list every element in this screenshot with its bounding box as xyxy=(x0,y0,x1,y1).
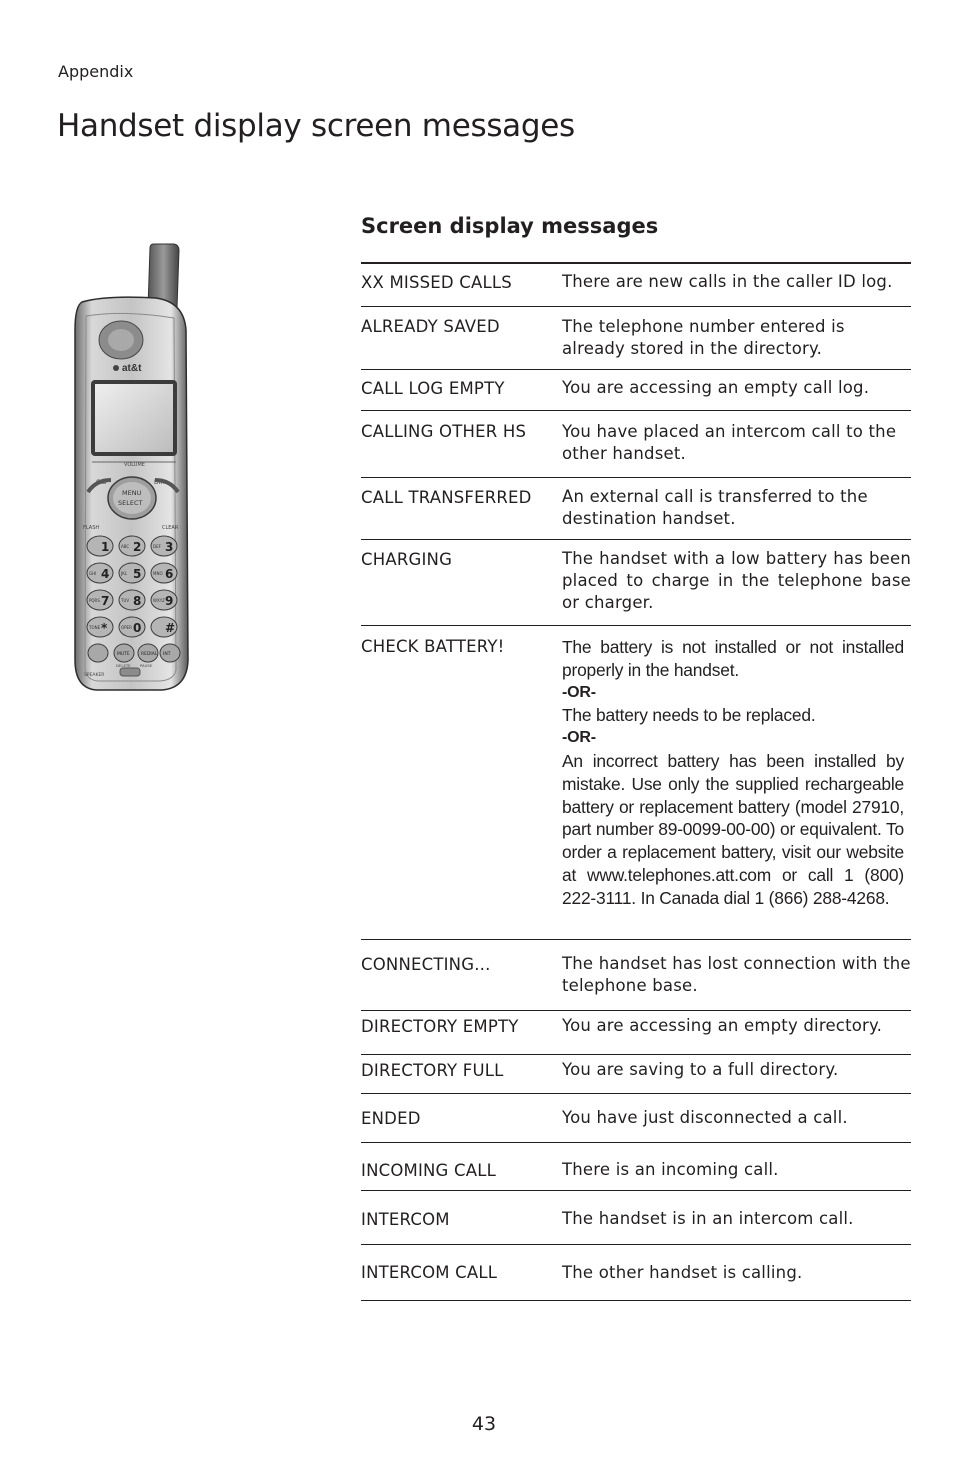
svg-text:WXYZ: WXYZ xyxy=(153,598,165,603)
svg-text:OPER: OPER xyxy=(121,625,132,630)
message-description: You have just disconnected a call. xyxy=(562,1108,848,1127)
message-text: DIRECTORY EMPTY xyxy=(361,1017,519,1036)
svg-text:MUTE: MUTE xyxy=(117,652,130,657)
message-description: The handset with a low battery has been placed to charge in the telephone base or charger. xyxy=(562,549,911,612)
description-paragraph: An incorrect battery has been installed by mistake. Use only the supplied rechargeable battery or replacement battery (model 27910, part number 89-0099-00-00) or equivalent. To order a replacement battery, visit our website at www.telephones.att.com or call 1 (800) 222-3111. In Canada dial 1 (866) 288-4268. xyxy=(562,750,904,908)
keypad-key xyxy=(87,590,113,610)
message-description: There are new calls in the caller ID log. xyxy=(562,272,893,291)
svg-text:FLASH: FLASH xyxy=(83,525,100,531)
svg-text:9: 9 xyxy=(165,594,174,608)
message-text: CALLING OTHER HS xyxy=(361,422,527,441)
message-description: The other handset is calling. xyxy=(562,1263,803,1282)
svg-text:DELETE: DELETE xyxy=(116,663,131,668)
svg-text:1: 1 xyxy=(101,540,110,554)
message-text: DIRECTORY FULL xyxy=(361,1061,504,1080)
svg-text:INT: INT xyxy=(163,652,171,657)
svg-text:#: # xyxy=(165,621,176,635)
svg-text:TUV: TUV xyxy=(121,598,130,603)
keypad-key xyxy=(119,590,145,610)
keypad-key xyxy=(151,536,177,556)
svg-text:SPEAKER: SPEAKER xyxy=(84,673,105,678)
svg-text:PQRS: PQRS xyxy=(89,598,100,603)
svg-text:5: 5 xyxy=(133,567,142,581)
svg-text:4: 4 xyxy=(101,567,110,581)
keypad-key xyxy=(87,617,113,637)
table-row xyxy=(361,939,911,995)
message-text: INTERCOM CALL xyxy=(361,1263,498,1282)
table-row xyxy=(361,306,911,358)
page-title: Handset display screen messages xyxy=(57,108,575,144)
table-row xyxy=(361,477,911,528)
cordless-handset-image xyxy=(66,240,196,695)
svg-text:6: 6 xyxy=(165,567,174,581)
svg-text:MENU: MENU xyxy=(122,489,142,497)
section-subtitle: Screen display messages xyxy=(361,214,659,238)
description-paragraph: The battery is not installed or not installed properly in the handset. xyxy=(562,637,904,680)
svg-text:0: 0 xyxy=(133,621,142,635)
speaker-key xyxy=(88,644,108,662)
table-row xyxy=(361,369,911,398)
table-row xyxy=(361,1142,911,1180)
description-paragraph: The battery needs to be replaced. xyxy=(562,705,816,726)
table-row xyxy=(361,625,911,908)
svg-text:3: 3 xyxy=(165,540,174,554)
message-description: An external call is transferred to the destination handset. xyxy=(562,487,868,528)
keypad-key xyxy=(87,563,113,583)
message-text: CHECK BATTERY! xyxy=(361,637,505,656)
svg-text:*: * xyxy=(101,621,108,635)
section-label: Appendix xyxy=(58,62,134,81)
message-description: You are accessing an empty directory. xyxy=(562,1016,883,1035)
svg-text:CLEAR: CLEAR xyxy=(162,525,179,531)
keypad-key xyxy=(119,536,145,556)
message-text: ALREADY SAVED xyxy=(361,317,500,336)
message-text: INCOMING CALL xyxy=(361,1161,496,1180)
table-row xyxy=(361,410,911,463)
or-separator: -OR- xyxy=(562,729,596,747)
keypad-key xyxy=(87,536,113,556)
svg-text:ABC: ABC xyxy=(121,544,130,549)
table-row xyxy=(361,262,911,292)
svg-text:JKL: JKL xyxy=(121,571,128,576)
svg-text:REDIAL: REDIAL xyxy=(141,652,158,657)
table-bottom-rule xyxy=(361,1300,911,1301)
svg-text:VOLUME: VOLUME xyxy=(124,462,145,468)
svg-text:8: 8 xyxy=(133,594,142,608)
svg-text:DEF: DEF xyxy=(153,544,161,549)
keypad-key xyxy=(119,617,145,637)
or-separator: -OR- xyxy=(562,683,596,701)
message-text: CONNECTING... xyxy=(361,955,491,974)
svg-text:MNO: MNO xyxy=(153,571,163,576)
message-text: ENDED xyxy=(361,1109,421,1128)
keypad-key xyxy=(151,563,177,583)
message-description: You have placed an intercom call to the other handset. xyxy=(562,422,897,463)
message-text: CHARGING xyxy=(361,550,453,569)
keypad-key xyxy=(151,590,177,610)
brand-logo: at&t xyxy=(122,363,142,374)
message-text: XX MISSED CALLS xyxy=(361,273,512,292)
svg-text:CID: CID xyxy=(96,479,107,486)
svg-text:2: 2 xyxy=(133,540,142,554)
svg-text:PAUSE: PAUSE xyxy=(140,663,153,668)
table-row xyxy=(361,1093,911,1128)
keypad-key xyxy=(119,563,145,583)
message-description: The telephone number entered is already stored in the directory. xyxy=(562,317,845,358)
svg-text:SELECT: SELECT xyxy=(118,499,143,507)
message-description: The handset has lost connection with the telephone base. xyxy=(562,954,911,995)
keypad-key xyxy=(151,617,177,637)
message-description xyxy=(562,636,904,910)
message-description: You are saving to a full directory. xyxy=(562,1060,839,1079)
svg-text:TONE: TONE xyxy=(89,625,101,630)
svg-text:GHI: GHI xyxy=(89,571,97,576)
message-text: CALL LOG EMPTY xyxy=(361,379,505,398)
table-row xyxy=(361,1244,911,1282)
message-text: CALL TRANSFERRED xyxy=(361,488,532,507)
table-row xyxy=(361,1010,911,1036)
svg-text:7: 7 xyxy=(101,594,110,608)
message-description: You are accessing an empty call log. xyxy=(562,378,870,397)
table-row xyxy=(361,1054,911,1080)
page-number: 43 xyxy=(471,1413,497,1435)
table-row xyxy=(361,1190,911,1229)
table-row xyxy=(361,539,911,612)
message-description: There is an incoming call. xyxy=(562,1160,779,1179)
message-text: INTERCOM xyxy=(361,1210,450,1229)
svg-text:DIR: DIR xyxy=(154,479,165,486)
message-description: The handset is in an intercom call. xyxy=(562,1209,854,1228)
